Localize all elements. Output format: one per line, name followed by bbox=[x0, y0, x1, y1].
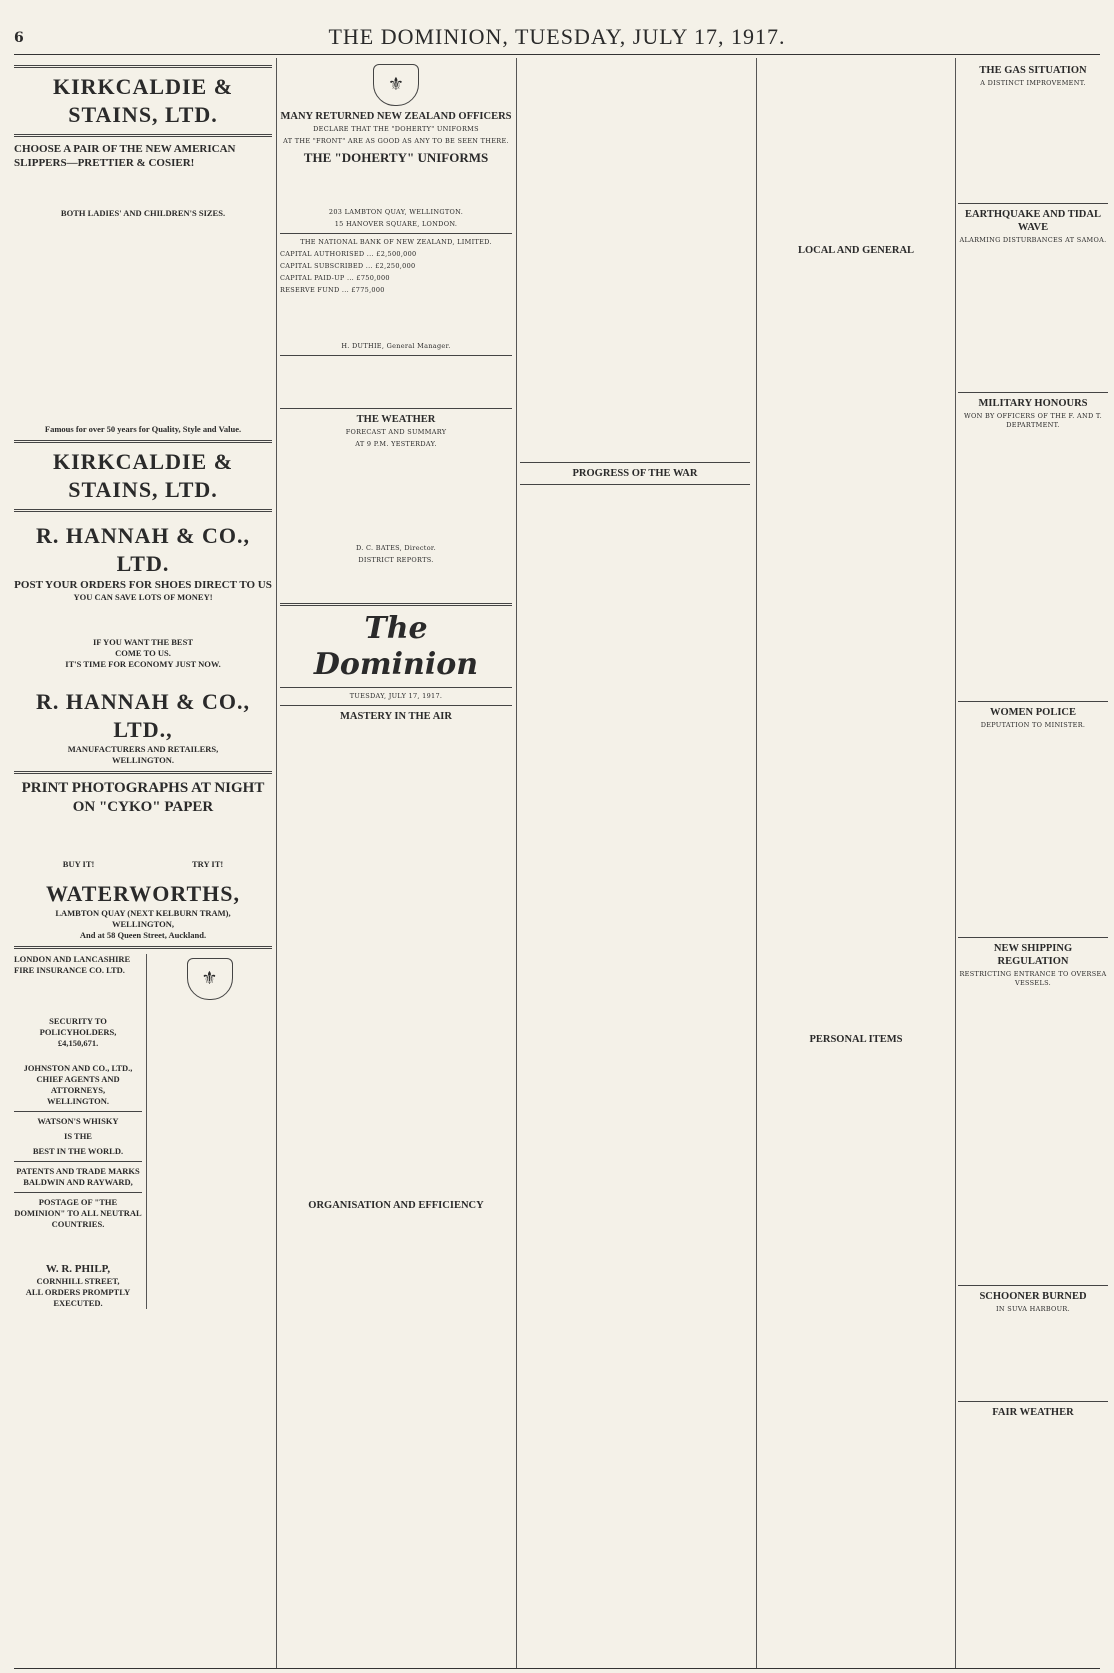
local-general-heading: LOCAL AND GENERAL bbox=[797, 245, 915, 256]
economy-line: IT'S TIME FOR ECONOMY JUST NOW. bbox=[65, 659, 221, 669]
crest-icon: ⚜ bbox=[373, 64, 419, 106]
capital-paid: CAPITAL PAID-UP ... £750,000 bbox=[280, 274, 390, 282]
doherty-heading: THE "DOHERTY" UNIFORMS bbox=[303, 150, 489, 165]
bank-manager: H. DUTHIE, General Manager. bbox=[341, 342, 451, 350]
hannah-sub: MANUFACTURERS AND RETAILERS, bbox=[67, 744, 219, 754]
schooner-subheading: IN SUVA HARBOUR. bbox=[996, 1305, 1070, 1313]
baldwin-heading: BALDWIN AND RAYWARD, bbox=[23, 1177, 133, 1187]
orders-line: ALL ORDERS PROMPTLY EXECUTED. bbox=[25, 1287, 131, 1308]
weather-heading: THE WEATHER bbox=[356, 414, 436, 425]
front-line: AT THE "FRONT" ARE AS GOOD AS ANY TO BE SEEN THERE. bbox=[283, 137, 509, 145]
shipping-heading: NEW SHIPPING REGULATION bbox=[993, 943, 1073, 967]
column-1-ads bbox=[14, 60, 272, 1665]
page-bottom-rule bbox=[14, 1668, 1100, 1669]
watsons-line-3: BEST IN THE WORLD. bbox=[32, 1146, 124, 1156]
forecast-signature: D. C. BATES, Director. bbox=[355, 544, 436, 552]
masthead-title: THE DOMINION, TUESDAY, JULY 17, 1917. bbox=[328, 24, 786, 49]
crest-icon: ⚜ bbox=[187, 958, 233, 1000]
earthquake-subheading: ALARMING DISTURBANCES AT SAMOA. bbox=[959, 236, 1107, 244]
issue-date: TUESDAY, JULY 17, 1917. bbox=[349, 692, 443, 700]
column-divider bbox=[955, 58, 956, 1668]
doherty-address: 203 LAMBTON QUAY, WELLINGTON. bbox=[328, 208, 464, 216]
doherty-address-2: 15 HANOVER SQUARE, LONDON. bbox=[334, 220, 458, 228]
philp-heading: W. R. PHILP, bbox=[45, 1263, 111, 1275]
column-5 bbox=[958, 60, 1108, 1665]
philp-sub: CORNHILL STREET, bbox=[36, 1276, 120, 1286]
personal-items-heading: PERSONAL ITEMS bbox=[809, 1034, 903, 1045]
hannah-heading-2: R. HANNAH & CO., LTD., bbox=[36, 689, 250, 742]
district-reports: DISTRICT REPORTS. bbox=[358, 556, 434, 564]
shipping-subheading: RESTRICTING ENTRANCE TO OVERSEA VESSELS. bbox=[959, 970, 1107, 987]
want-line-2: COME TO US. bbox=[115, 648, 171, 658]
doherty-subheading: DECLARE THAT THE "DOHERTY" UNIFORMS bbox=[313, 125, 479, 133]
slippers-heading: CHOOSE A PAIR OF THE NEW AMERICAN SLIPPERS—PRETTIER & COSIER! bbox=[14, 143, 236, 169]
security-amount: £4,150,671. bbox=[57, 1038, 99, 1048]
security-line: SECURITY TO POLICYHOLDERS, bbox=[39, 1016, 117, 1037]
johnston-city: WELLINGTON. bbox=[47, 1096, 109, 1106]
hannah-city: WELLINGTON. bbox=[112, 755, 174, 765]
johnston-heading: JOHNSTON AND CO., LTD., bbox=[23, 1063, 133, 1073]
kirkcaldie-heading: KIRKCALDIE & STAINS, LTD. bbox=[52, 74, 234, 127]
slippers-list bbox=[14, 219, 272, 424]
waterworths-city: WELLINGTON, bbox=[112, 919, 174, 929]
page-number: 6 bbox=[14, 30, 24, 46]
schooner-heading: SCHOONER BURNED bbox=[979, 1291, 1087, 1302]
forecast-heading: FORECAST AND SUMMARY bbox=[345, 428, 447, 436]
famous-line: Famous for over 50 years for Quality, Style and Value. bbox=[44, 424, 242, 434]
save-line: YOU CAN SAVE LOTS OF MONEY! bbox=[73, 592, 213, 602]
women-police-heading: WOMEN POLICE bbox=[989, 707, 1077, 718]
buy-it: BUY IT! bbox=[62, 859, 95, 869]
forecast-time: AT 9 P.M. YESTERDAY. bbox=[355, 440, 437, 448]
want-line-1: IF YOU WANT THE BEST bbox=[93, 637, 193, 647]
column-2 bbox=[280, 60, 512, 1665]
column-divider bbox=[516, 58, 517, 1668]
fair-weather-heading: FAIR WEATHER bbox=[992, 1407, 1074, 1418]
waterworths-heading: WATERWORTHS, bbox=[45, 881, 241, 906]
column-4 bbox=[760, 60, 952, 1665]
progress-heading: PROGRESS OF THE WAR bbox=[572, 468, 698, 479]
capital-authorised: CAPITAL AUTHORISED ... £2,500,000 bbox=[280, 250, 417, 258]
kirkcaldie-heading-2: KIRKCALDIE & STAINS, LTD. bbox=[52, 449, 234, 502]
mastery-heading: MASTERY IN THE AIR bbox=[340, 711, 452, 722]
watsons-line-1: WATSON'S WHISKY bbox=[37, 1116, 119, 1126]
women-police-subheading: DEPUTATION TO MINISTER. bbox=[980, 721, 1086, 729]
gas-subheading: A DISTINCT IMPROVEMENT. bbox=[980, 79, 1086, 87]
try-it: TRY IT! bbox=[191, 859, 224, 869]
organisation-heading: ORGANISATION AND EFFICIENCY bbox=[308, 1200, 484, 1211]
newspaper-nameplate: The Dominion bbox=[313, 611, 479, 682]
column-divider bbox=[276, 58, 277, 1668]
bank-heading: THE NATIONAL BANK OF NEW ZEALAND, LIMITED. bbox=[300, 238, 492, 246]
shoes-heading: POST YOUR ORDERS FOR SHOES DIRECT TO US bbox=[14, 579, 272, 591]
column-3 bbox=[520, 60, 750, 1665]
waterworths-address: LAMBTON QUAY (NEXT KELBURN TRAM), bbox=[55, 908, 231, 918]
waterworths-auckland: And at 58 Queen Street, Auckland. bbox=[79, 930, 207, 940]
lancashire-heading: LONDON AND LANCASHIRE FIRE INSURANCE CO. LTD. bbox=[14, 954, 131, 975]
reserve-fund: RESERVE FUND ... £775,000 bbox=[280, 286, 385, 294]
capital-subscribed: CAPITAL SUBSCRIBED ... £2,250,000 bbox=[280, 262, 416, 270]
johnston-sub: CHIEF AGENTS AND ATTORNEYS, bbox=[36, 1074, 120, 1095]
masthead-rule bbox=[14, 54, 1100, 55]
cyko-heading: PRINT PHOTOGRAPHS AT NIGHT ON "CYKO" PAPER bbox=[21, 780, 265, 815]
column-divider bbox=[756, 58, 757, 1668]
slippers-text bbox=[14, 170, 272, 208]
officers-heading: MANY RETURNED NEW ZEALAND OFFICERS bbox=[280, 111, 512, 122]
hannah-heading: R. HANNAH & CO., LTD. bbox=[36, 523, 250, 576]
watsons-line-2: IS THE bbox=[64, 1131, 92, 1141]
postage-heading: POSTAGE OF "THE DOMINION" TO ALL NEUTRAL COUNTRIES. bbox=[14, 1197, 142, 1229]
sizes-line: BOTH LADIES' AND CHILDREN'S SIZES. bbox=[60, 208, 226, 218]
shoes-text bbox=[14, 603, 272, 637]
gas-heading: THE GAS SITUATION bbox=[979, 65, 1087, 76]
earthquake-heading: EARTHQUAKE AND TIDAL WAVE bbox=[965, 209, 1101, 233]
military-subheading: WON BY OFFICERS OF THE F. AND T. DEPARTMENT. bbox=[964, 412, 1102, 429]
military-heading: MILITARY HONOURS bbox=[978, 398, 1088, 409]
patents-heading: PATENTS AND TRADE MARKS bbox=[16, 1166, 140, 1176]
